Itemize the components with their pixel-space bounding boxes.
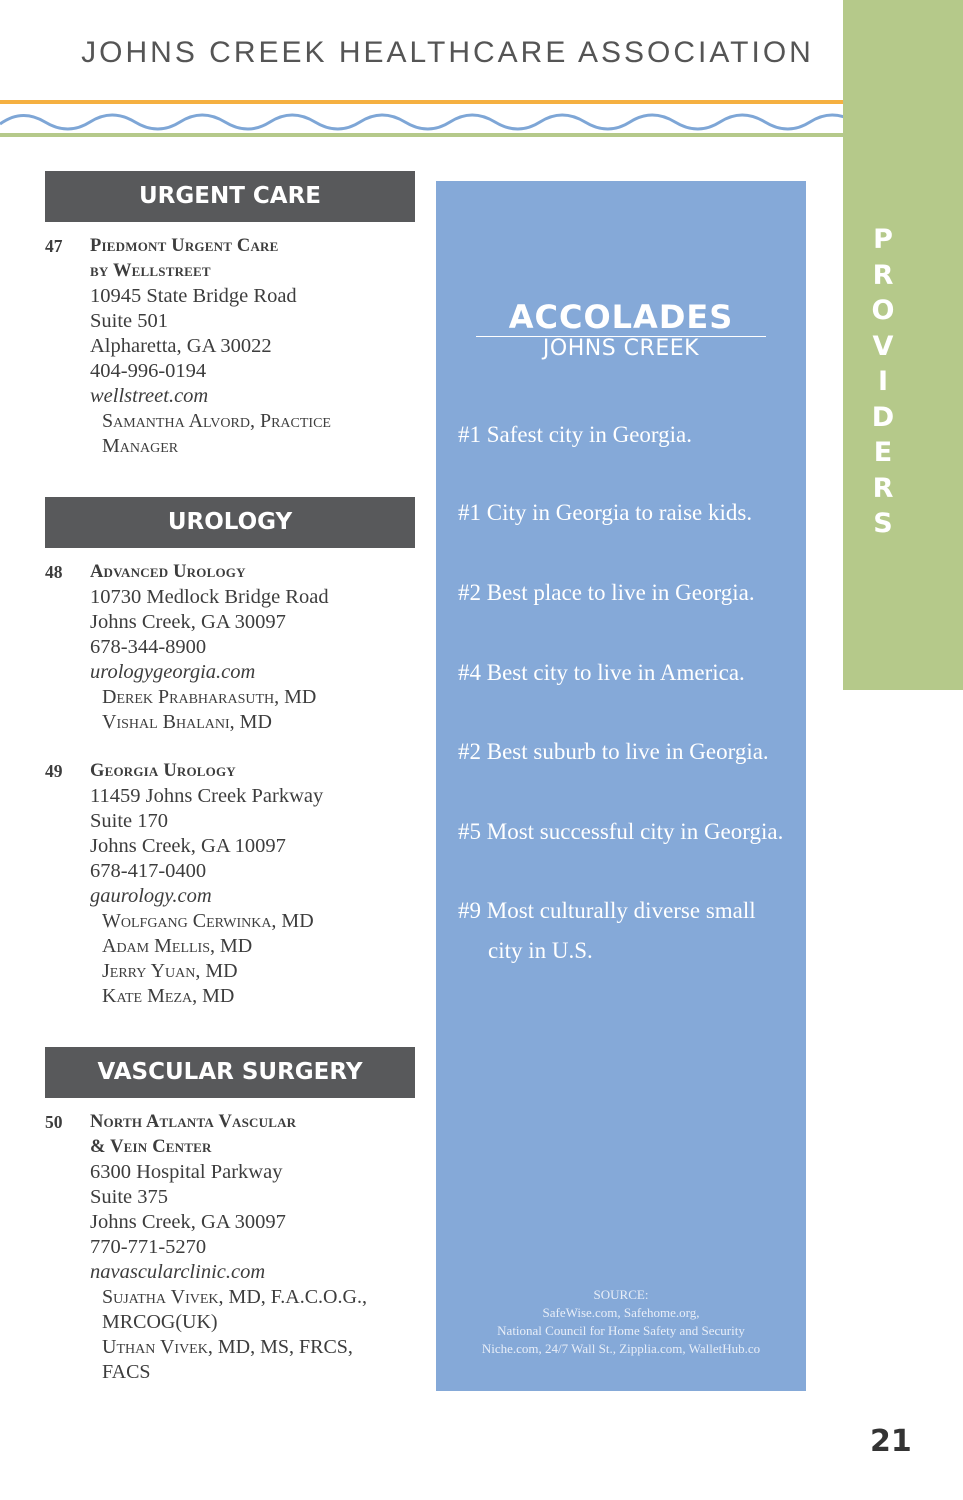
source-line: SafeWise.com, Safehome.org, — [542, 1305, 700, 1320]
section-heading-vascular-surgery: VASCULAR SURGERY — [45, 1047, 415, 1098]
provider-entry-47 — [45, 234, 425, 459]
provider-name: Georgia Urology — [90, 761, 236, 781]
staff-member: FACS — [102, 1361, 151, 1383]
website-link[interactable]: urologygeorgia.com — [90, 661, 256, 683]
entry-number: 47 — [45, 236, 63, 256]
phone-number: 678-417-0400 — [90, 860, 207, 882]
provider-name-cont: by Wellstreet — [90, 261, 211, 281]
staff-member: Derek Prabharasuth, MD — [102, 686, 317, 708]
side-letter: P — [873, 224, 893, 255]
provider-name: North Atlanta Vascular — [90, 1112, 297, 1132]
side-letter: R — [872, 259, 894, 291]
staff-member: Jerry Yuan, MD — [102, 960, 238, 982]
accolades-subtitle: JOHNS CREEK — [542, 336, 700, 361]
provider-name: Advanced Urology — [90, 562, 246, 582]
side-letter: I — [877, 366, 889, 397]
section-heading-urgent-care: URGENT CARE — [45, 171, 415, 222]
section-heading-urology: UROLOGY — [45, 497, 415, 548]
accolade-item: #9 Most culturally diverse small — [458, 898, 756, 923]
staff-member: MRCOG(UK) — [102, 1311, 218, 1333]
accolade-item: #4 Best city to live in America. — [458, 660, 745, 685]
side-letter: R — [872, 472, 894, 504]
accolade-item: #2 Best suburb to live in Georgia. — [458, 739, 769, 764]
staff-member: Samantha Alvord, Practice — [102, 410, 331, 432]
accolade-item: #2 Best place to live in Georgia. — [458, 580, 755, 605]
address-line: Johns Creek, GA 30097 — [90, 1211, 286, 1233]
address-line: 10730 Medlock Bridge Road — [90, 586, 329, 608]
website-link[interactable]: gaurology.com — [90, 885, 212, 907]
accolade-item: #1 City in Georgia to raise kids. — [458, 500, 753, 525]
address-line: 6300 Hospital Parkway — [90, 1161, 283, 1183]
accolades-source — [446, 1286, 796, 1358]
accolades-title: ACCOLADES — [476, 299, 766, 337]
phone-number: 404-996-0194 — [90, 360, 207, 382]
accolade-item-multiline — [458, 891, 798, 971]
entry-number: 50 — [45, 1112, 63, 1132]
accolade-item: #1 Safest city in Georgia. — [458, 422, 692, 447]
provider-entry-49 — [45, 759, 425, 1009]
source-line: SOURCE: — [593, 1287, 649, 1302]
address-line: Johns Creek, GA 10097 — [90, 835, 286, 857]
side-letter: O — [871, 295, 895, 326]
entry-number: 48 — [45, 562, 63, 582]
side-letter: S — [873, 508, 893, 539]
address-line: 11459 Johns Creek Parkway — [90, 785, 324, 807]
side-letter: E — [873, 437, 893, 468]
staff-member: Manager — [102, 435, 179, 457]
phone-number: 770-771-5270 — [90, 1236, 207, 1258]
phone-number: 678-344-8900 — [90, 636, 207, 658]
provider-name-cont: & Vein Center — [90, 1137, 212, 1157]
address-line: 10945 State Bridge Road — [90, 285, 297, 307]
staff-member: Uthan Vivek, MD, MS, FRCS, — [102, 1336, 353, 1358]
provider-entry-48 — [45, 560, 425, 735]
source-line: National Council for Home Safety and Security — [497, 1323, 745, 1338]
accolade-item: #5 Most successful city in Georgia. — [458, 819, 784, 844]
entry-number: 49 — [45, 761, 63, 781]
staff-member: Adam Mellis, MD — [102, 935, 253, 957]
staff-member: Kate Meza, MD — [102, 985, 235, 1007]
address-line: Suite 501 — [90, 310, 169, 332]
page-number: 21 — [870, 1424, 912, 1459]
accolade-item-wrap: city in U.S. — [488, 938, 593, 963]
staff-member: Vishal Bhalani, MD — [102, 711, 272, 733]
address-line: Suite 170 — [90, 810, 169, 832]
provider-entry-50 — [45, 1110, 425, 1385]
side-letter: V — [872, 330, 894, 362]
providers-vertical-label — [843, 222, 923, 542]
accolades-panel — [436, 181, 806, 1391]
address-line: Suite 375 — [90, 1186, 169, 1208]
website-link[interactable]: wellstreet.com — [90, 385, 209, 407]
address-line: Alpharetta, GA 30022 — [90, 335, 272, 357]
source-line: Niche.com, 24/7 Wall St., Zipplia.com, WalletHub.co — [481, 1341, 761, 1356]
staff-member: Wolfgang Cerwinka, MD — [102, 910, 314, 932]
decorative-wave-band — [0, 96, 843, 142]
address-line: Johns Creek, GA 30097 — [90, 611, 286, 633]
website-link[interactable]: navascularclinic.com — [90, 1261, 266, 1283]
staff-member: Sujatha Vivek, MD, F.A.C.O.G., — [102, 1286, 367, 1308]
page-header-title: JOHNS CREEK HEALTHCARE ASSOCIATION — [81, 36, 814, 69]
side-letter: D — [871, 401, 895, 433]
provider-name: Piedmont Urgent Care — [90, 236, 279, 256]
